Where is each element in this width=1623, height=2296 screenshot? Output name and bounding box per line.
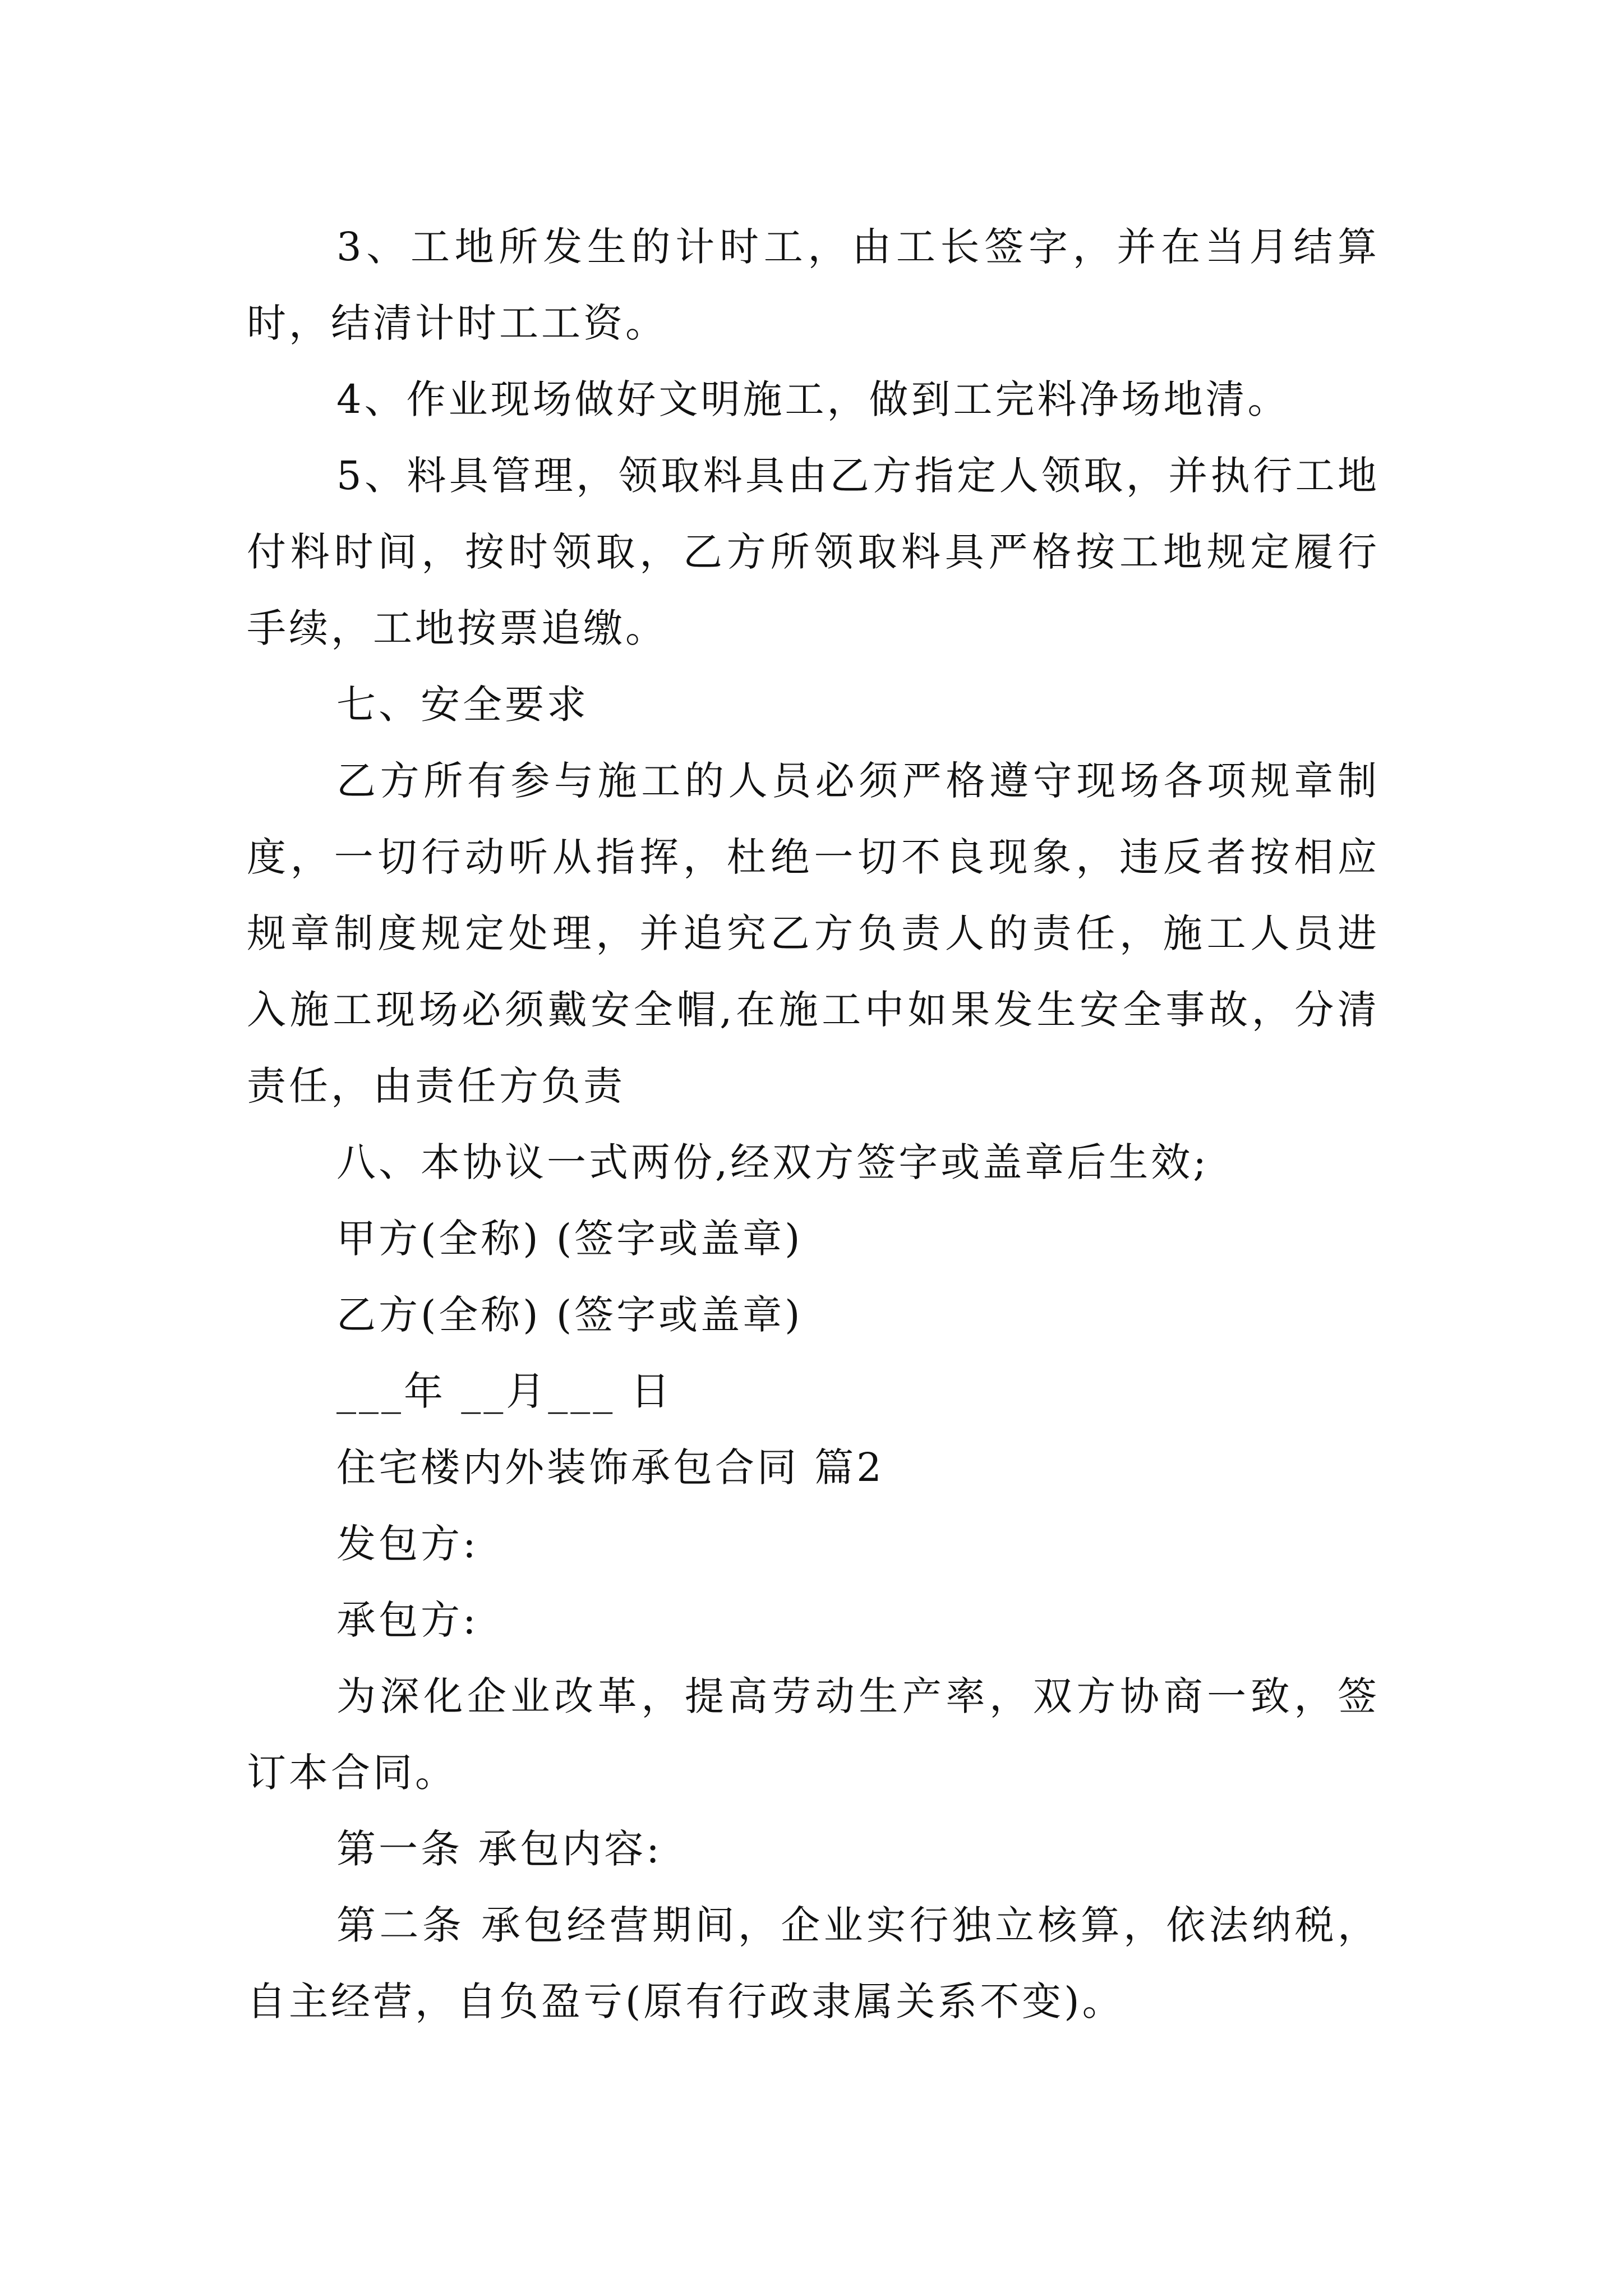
document-body (247, 209, 1380, 2040)
paragraph-safety-body: 乙方所有参与施工的人员必须严格遵守现场各项规章制度，一切行动听从指挥，杜绝一切不良现象，违反者按相应规章制度规定处理，并追究乙方负责人的责任，施工人员进入施工现场必须戴安全帽,在施工中如果发生安全事故，分清责任，由责任方负责 (247, 758, 1380, 1109)
signature-party-a: 甲方(全称) (签字或盖章) (336, 1216, 803, 1262)
article-one: 第一条 承包内容: (336, 1826, 662, 1872)
date-line: ___年 __月___ 日 (336, 1368, 673, 1414)
section-heading-agreement: 八、本协议一式两份,经双方签字或盖章后生效; (336, 1139, 1209, 1185)
signature-party-b: 乙方(全称) (签字或盖章) (336, 1292, 803, 1338)
paragraph-purpose: 为深化企业改革，提高劳动生产率，双方协商一致，签订本合同。 (247, 1673, 1380, 1796)
article-two: 第二条 承包经营期间，企业实行独立核算，依法纳税，自主经营，自负盈亏(原有行政隶属关系不变)。 (247, 1902, 1380, 2024)
section-heading-safety: 七、安全要求 (336, 682, 589, 728)
paragraph-item-3: 3、工地所发生的计时工，由工长签字，并在当月结算时，结清计时工工资。 (247, 224, 1380, 346)
contractor-party: 承包方: (336, 1597, 479, 1643)
contracting-party: 发包方: (336, 1521, 479, 1567)
paragraph-item-5: 5、料具管理，领取料具由乙方指定人领取，并执行工地付料时间，按时领取，乙方所领取料具严格按工地规定履行手续，工地按票追缴。 (247, 453, 1380, 651)
paragraph-item-4: 4、作业现场做好文明施工，做到工完料净场地清。 (336, 376, 1290, 422)
contract-title: 住宅楼内外装饰承包合同 篇2 (336, 1444, 884, 1490)
